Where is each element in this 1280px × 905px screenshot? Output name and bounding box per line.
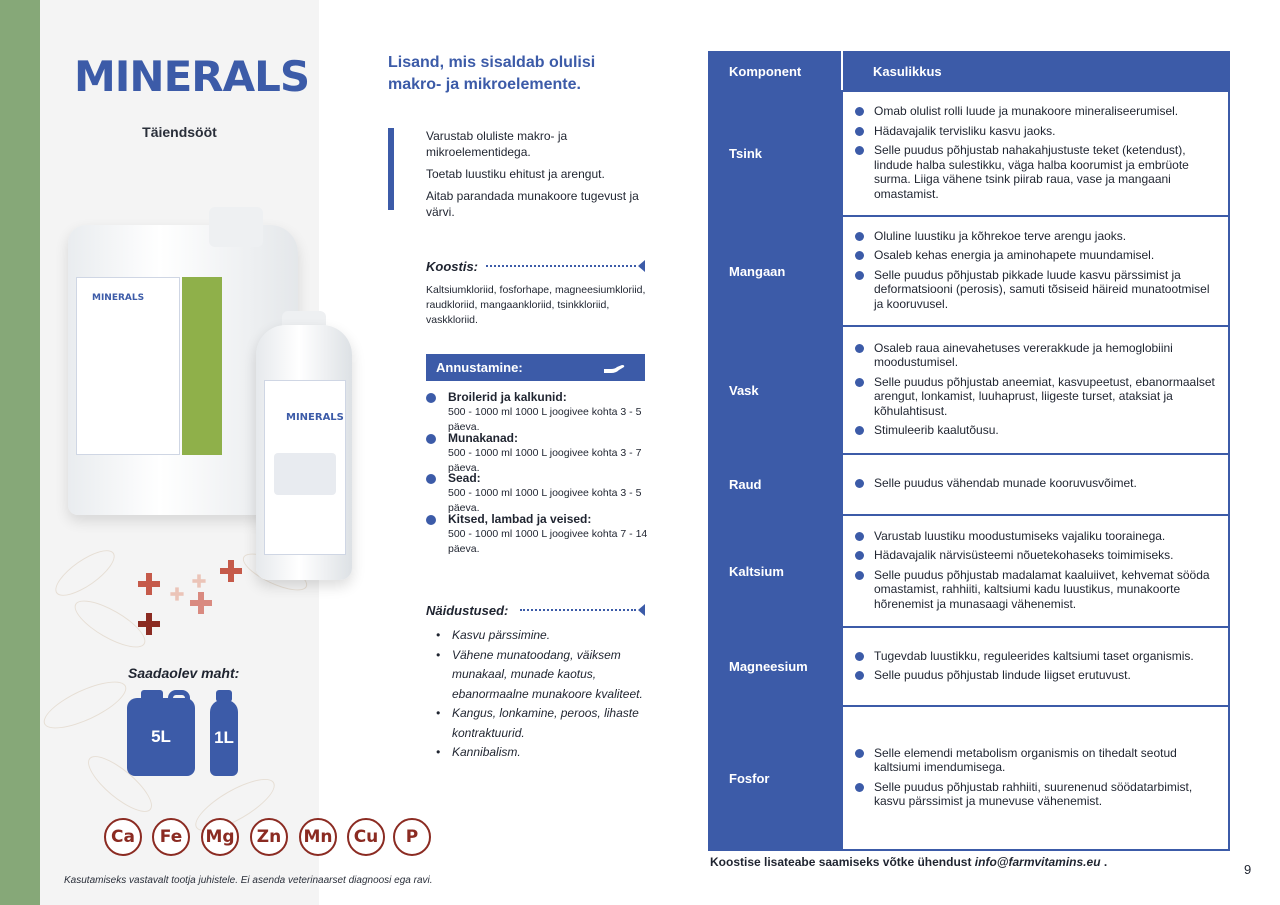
cross-plus-icon bbox=[138, 573, 160, 595]
dotted-divider bbox=[520, 609, 636, 611]
usefulness-point: Osaleb raua ainevahetuses vererakkude ja hemoglobiini moodustumisel. bbox=[855, 341, 1216, 370]
canister-label bbox=[76, 277, 180, 455]
dosage-item bbox=[426, 471, 656, 516]
bullet-dot-icon bbox=[426, 515, 436, 525]
usefulness-point: Selle elemendi metabolism organismis on tihedalt seotud kaltsiumi imendumisega. bbox=[855, 746, 1216, 775]
bullet-dot-icon bbox=[426, 474, 436, 484]
page-number: 9 bbox=[1244, 862, 1252, 877]
column-header-usefulness: Kasulikkus bbox=[842, 52, 1229, 91]
canister-label-stripe bbox=[182, 277, 222, 455]
element-badge: Mn bbox=[299, 818, 337, 856]
benefits-list bbox=[388, 128, 650, 219]
usefulness-point: Hädavajalik närvisüsteemi nõuetekohaseks toimimiseks. bbox=[855, 548, 1216, 563]
component-name: Kaltsium bbox=[709, 515, 842, 627]
component-name: Vask bbox=[709, 326, 842, 454]
component-usefulness bbox=[842, 706, 1229, 850]
composition-text: Kaltsiumkloriid, fosforhape, magneesiumkloriid, raudkloriid, mangaankloriid, tsinkkloriid, vaskkloriid. bbox=[426, 284, 646, 326]
indication-item: • Kasvu pärssimine. bbox=[436, 626, 656, 646]
cross-plus-icon bbox=[190, 592, 212, 614]
dosage-item bbox=[426, 512, 656, 557]
element-badge: Fe bbox=[152, 818, 190, 856]
element-badge: P bbox=[393, 818, 431, 856]
component-usefulness bbox=[842, 454, 1229, 515]
usefulness-point: Selle puudus vähendab munade kooruvusvõimet. bbox=[855, 476, 1216, 491]
disclaimer: Kasutamiseks vastavalt tootja juhistele. Ei asenda veterinaarset diagnoosi ega ravi. bbox=[64, 875, 433, 886]
usefulness-point: Selle puudus põhjustab pikkade luude kasvu pärssimist ja deformatsiooni (perosis), samuti tõsiseid häireid munatootmisel ja kooruvusel. bbox=[855, 268, 1216, 312]
component-table bbox=[708, 51, 1230, 851]
component-usefulness bbox=[842, 91, 1229, 216]
contact-text: Koostise lisateabe saamiseks võtke ühendust bbox=[710, 855, 972, 869]
element-badges bbox=[104, 818, 444, 858]
component-name: Mangaan bbox=[709, 216, 842, 326]
side-green-strip bbox=[0, 0, 40, 905]
cross-plus-icon bbox=[138, 613, 160, 635]
arrow-left-icon bbox=[638, 260, 645, 272]
dosage-item bbox=[426, 431, 656, 476]
benefit-item: Toetab luustiku ehitust ja arengut. bbox=[426, 167, 605, 181]
usefulness-point: Oluline luustiku ja kõhrekoe terve arengu jaoks. bbox=[855, 229, 1216, 244]
table-header-row bbox=[709, 52, 1229, 91]
leaf-decoration bbox=[40, 672, 132, 737]
usefulness-point: Hädavajalik tervisliku kasvu jaoks. bbox=[855, 124, 1216, 139]
usefulness-point: Selle puudus põhjustab nahakahjustuste teket (ketendust), lindude halba sulestikku, väga halba koorumist ja embrüote surma. Liiga vähene tsink piirab raua, vase ja mangaani omastamist. bbox=[855, 143, 1216, 201]
bullet-dot-icon bbox=[426, 393, 436, 403]
canister-logo: MINERALS bbox=[92, 293, 145, 303]
bottle-logo: MINERALS bbox=[286, 412, 344, 423]
indication-item: • Vähene munatoodang, väiksem munakaal, munade kaotus, ebanormaalne munakoore kvaliteet. bbox=[436, 646, 656, 705]
dosage-animal: Broilerid ja kalkunid: bbox=[448, 390, 567, 404]
contact-line bbox=[710, 855, 1107, 869]
dosage-amount: 500 - 1000 ml 1000 L joogivee kohta 3 - 5 päeva. bbox=[448, 487, 642, 514]
dosage-animal: Sead: bbox=[448, 471, 481, 485]
size-1l-icon: 1L bbox=[210, 700, 238, 776]
cross-decoration bbox=[96, 550, 256, 650]
component-usefulness bbox=[842, 326, 1229, 454]
table-row bbox=[709, 627, 1229, 706]
usefulness-point: Selle puudus põhjustab madalamat kaaluiivet, kehvemat sööda omastamist, rahhiiti, kaltsiumi kadu luustikus, munakoorte hõrenemist ja munasaagi vähenemist. bbox=[855, 568, 1216, 612]
usefulness-point: Omab olulist rolli luude ja munakoore mineraliseerumisel. bbox=[855, 104, 1216, 119]
dosage-title: Annustamine: bbox=[436, 360, 523, 375]
element-badge: Mg bbox=[201, 818, 239, 856]
table-row bbox=[709, 326, 1229, 454]
indications-title: Näidustused: bbox=[426, 603, 509, 618]
column-header-component: Komponent bbox=[709, 52, 842, 91]
benefit-item: Varustab oluliste makro- ja mikroelementidega. bbox=[426, 129, 568, 159]
indication-item: • Kangus, lonkamine, peroos, lihaste kontraktuurid. bbox=[436, 704, 656, 743]
usefulness-point: Selle puudus põhjustab rahhiiti, suurenenud söödatarbimist, kasvu pärssimist ja munevuse vähenemist. bbox=[855, 780, 1216, 809]
table-row bbox=[709, 91, 1229, 216]
dosage-animal: Kitsed, lambad ja veised: bbox=[448, 512, 592, 526]
bullet-dot-icon bbox=[426, 434, 436, 444]
dotted-divider bbox=[486, 265, 636, 267]
benefit-item: Aitab parandada munakoore tugevust ja värvi. bbox=[426, 189, 639, 219]
product-packshot bbox=[64, 215, 364, 585]
dosage-header bbox=[426, 354, 645, 381]
component-usefulness bbox=[842, 627, 1229, 706]
component-usefulness bbox=[842, 515, 1229, 627]
canister-neck bbox=[209, 207, 263, 247]
table-row bbox=[709, 216, 1229, 326]
component-name: Fosfor bbox=[709, 706, 842, 850]
composition-title: Koostis: bbox=[426, 259, 478, 274]
dosage-amount: 500 - 1000 ml 1000 L joogivee kohta 7 - 14 päeva. bbox=[448, 528, 648, 555]
product-category: Täiendsööt bbox=[142, 124, 217, 140]
cross-plus-icon bbox=[220, 560, 242, 582]
cross-plus-icon bbox=[170, 587, 183, 600]
table-row bbox=[709, 515, 1229, 627]
component-usefulness bbox=[842, 216, 1229, 326]
headline: Lisand, mis sisaldab olulisi makro- ja mikroelemente. bbox=[388, 54, 596, 93]
usefulness-point: Tugevdab luustikku, reguleerides kaltsiumi taset organismis. bbox=[855, 649, 1216, 664]
indication-item: • Kannibalism. bbox=[436, 743, 656, 763]
element-badge: Cu bbox=[347, 818, 385, 856]
table-row bbox=[709, 454, 1229, 515]
hand-icon bbox=[603, 362, 627, 374]
contact-email-link[interactable]: info@farmvitamins.eu bbox=[974, 855, 1101, 869]
table-row bbox=[709, 706, 1229, 850]
availability-title: Saadaolev maht: bbox=[128, 665, 240, 681]
usefulness-point: Selle puudus põhjustab lindude liigset erutuvust. bbox=[855, 668, 1216, 683]
bottle-label-art bbox=[274, 453, 336, 495]
component-name: Magneesium bbox=[709, 627, 842, 706]
contact-suffix: . bbox=[1103, 855, 1108, 869]
brand-logo: MINERALS bbox=[74, 52, 310, 101]
indications-list bbox=[436, 626, 656, 763]
component-name: Raud bbox=[709, 454, 842, 515]
size-5l-icon: 5L bbox=[127, 698, 195, 776]
usefulness-point: Osaleb kehas energia ja aminohapete muundamisel. bbox=[855, 248, 1216, 263]
element-badge: Ca bbox=[104, 818, 142, 856]
dosage-item bbox=[426, 390, 656, 435]
dosage-amount: 500 - 1000 ml 1000 L joogivee kohta 3 - 7 päeva. bbox=[448, 447, 642, 474]
arrow-left-icon bbox=[638, 604, 645, 616]
component-name: Tsink bbox=[709, 91, 842, 216]
dosage-animal: Munakanad: bbox=[448, 431, 519, 445]
usefulness-point: Varustab luustiku moodustumiseks vajaliku toorainega. bbox=[855, 529, 1216, 544]
usefulness-point: Selle puudus põhjustab aneemiat, kasvupeetust, ebanormaalset arengut, lonkamist, luuhaprust, liigeste turset, ataksiat ja kõhulahtisust. bbox=[855, 375, 1216, 419]
usefulness-point: Stimuleerib kaalutõusu. bbox=[855, 423, 1216, 438]
dosage-amount: 500 - 1000 ml 1000 L joogivee kohta 3 - 5 päeva. bbox=[448, 406, 642, 433]
cross-plus-icon bbox=[192, 574, 205, 587]
element-badge: Zn bbox=[250, 818, 288, 856]
